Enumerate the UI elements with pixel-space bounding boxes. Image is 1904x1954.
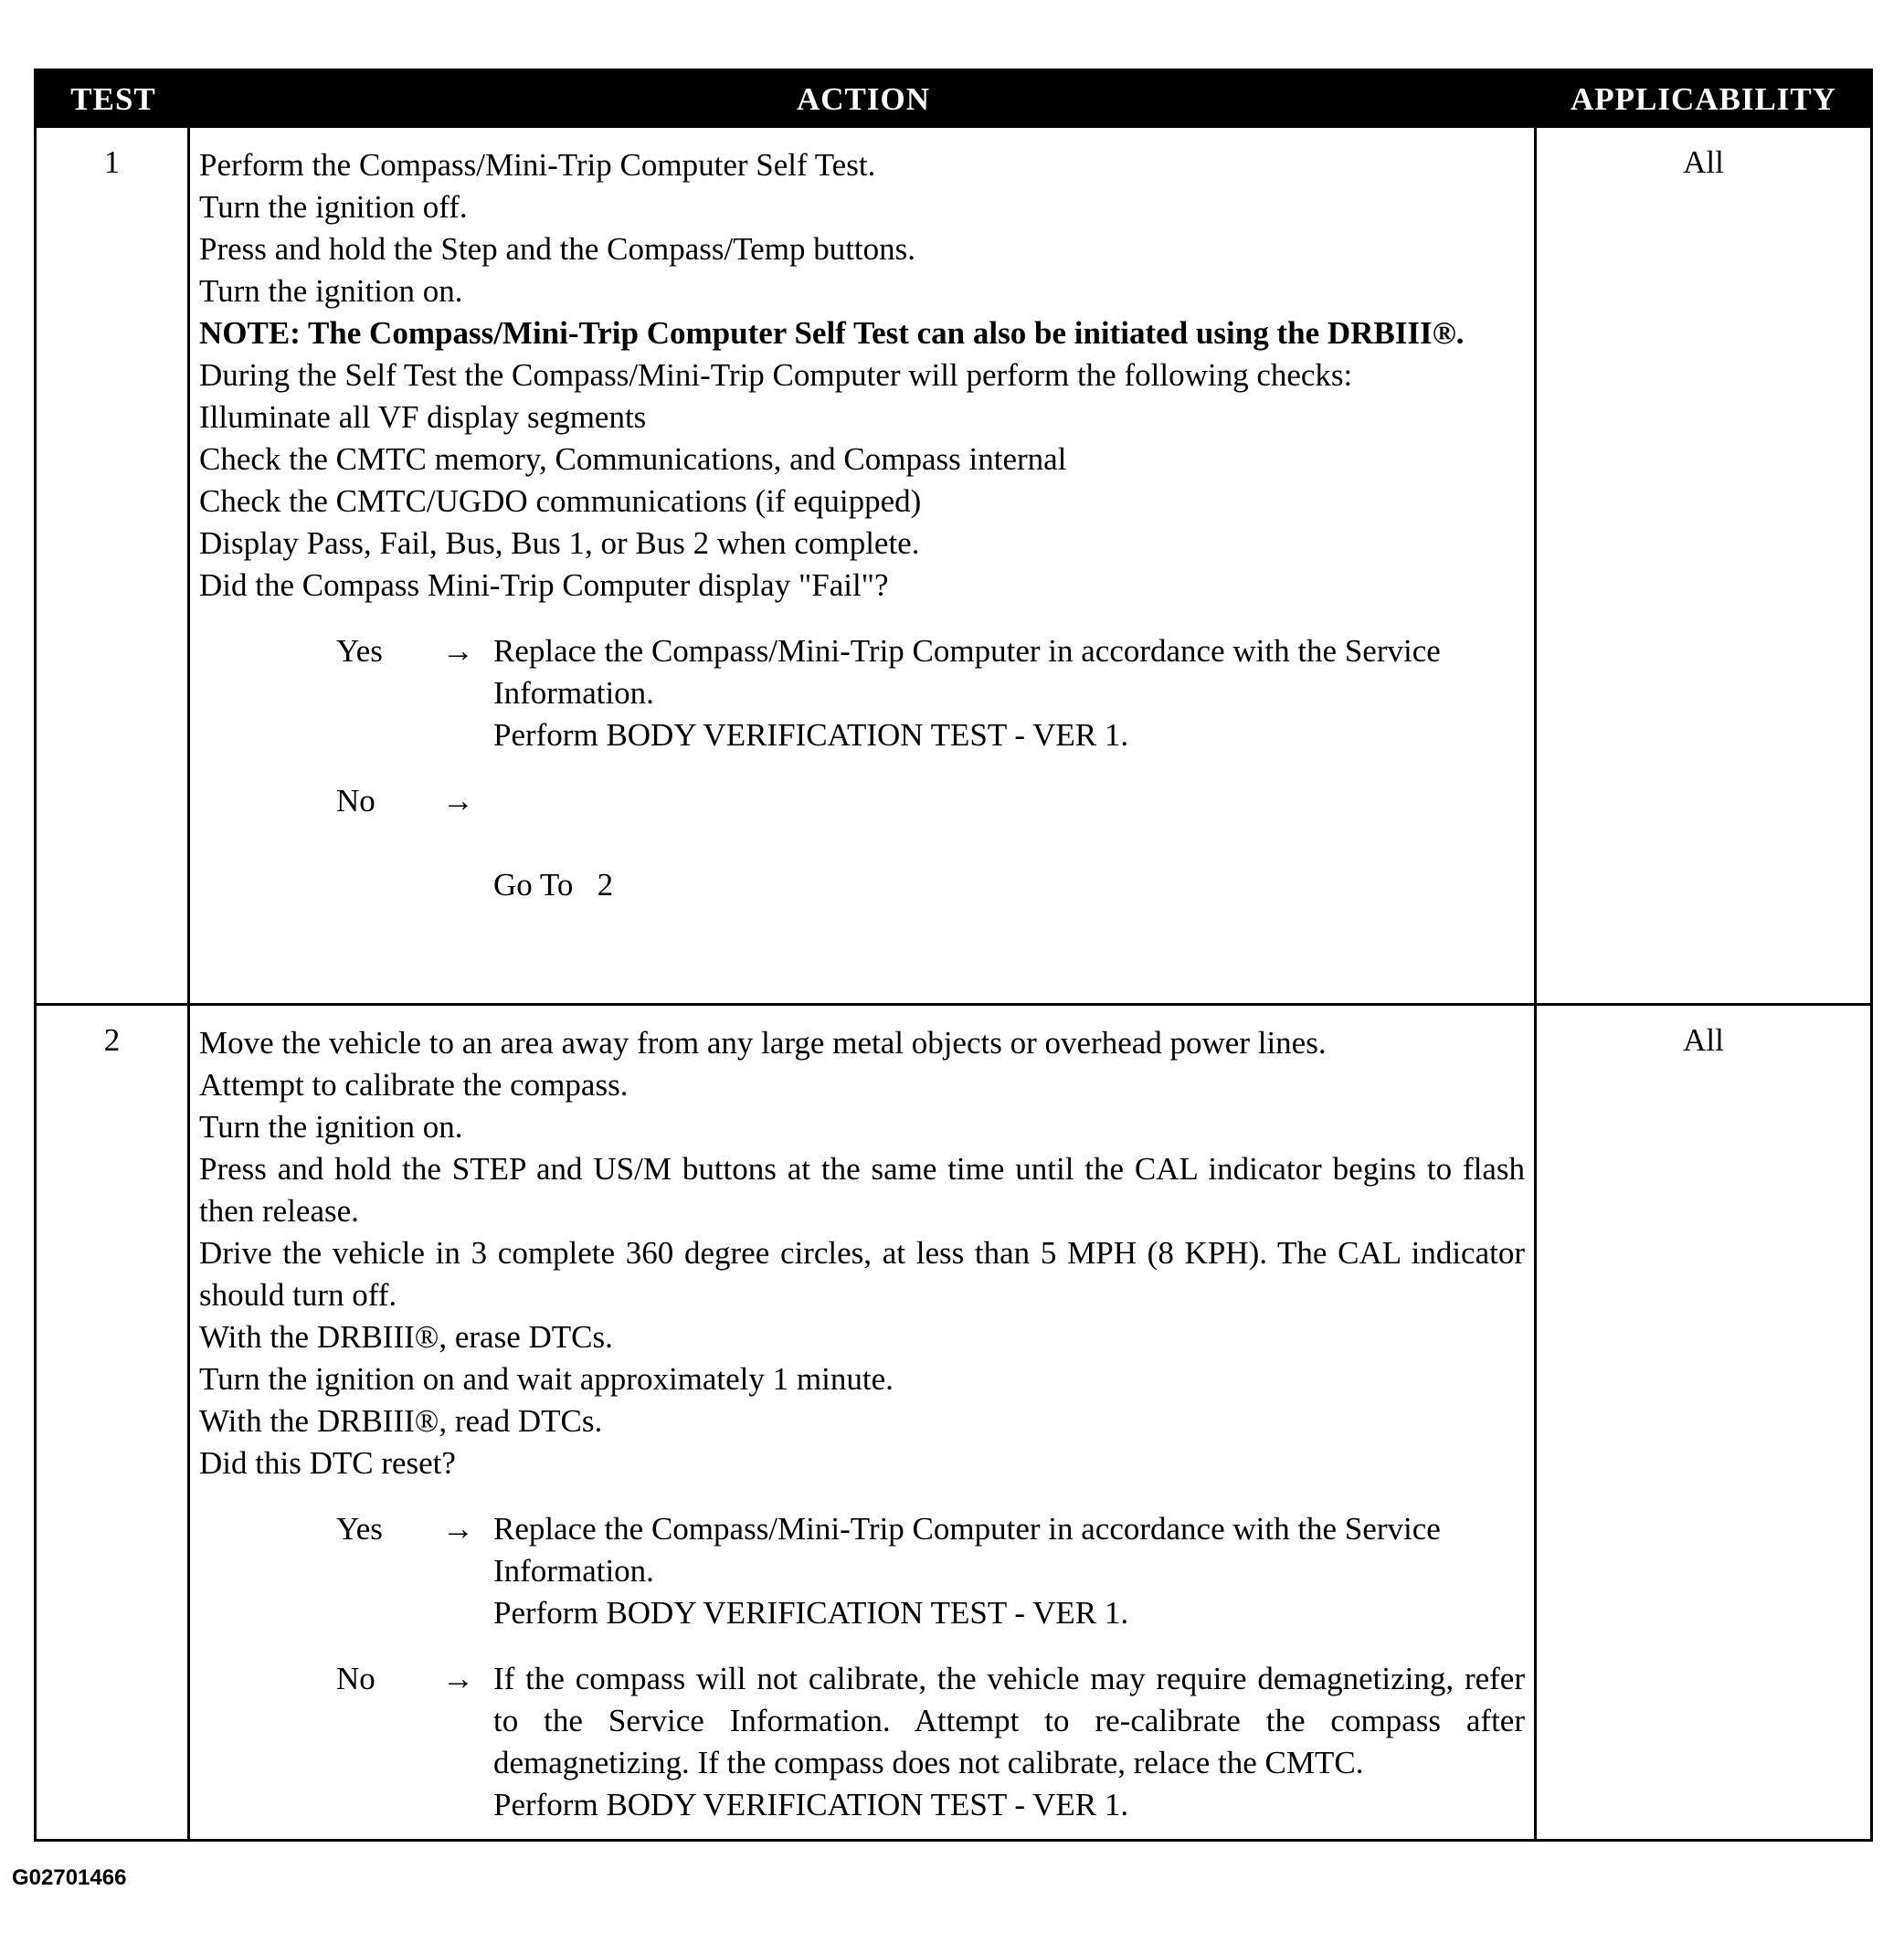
- result-line: Perform BODY VERIFICATION TEST - VER 1.: [493, 1787, 1129, 1822]
- result-no-label: No: [336, 783, 376, 819]
- action-line: With the DRBIII®, read DTCs.: [199, 1403, 603, 1439]
- result-yes-text: [493, 1508, 1525, 1634]
- action-line: Turn the ignition on and wait approximately 1 minute.: [199, 1361, 894, 1397]
- applicability-value: All: [1683, 144, 1724, 180]
- right-arrow-icon: →: [442, 633, 474, 669]
- action-line: With the DRBIII®, erase DTCs.: [199, 1319, 613, 1355]
- diagnostic-test-table: [34, 69, 1873, 1842]
- right-arrow-icon: →: [442, 783, 474, 819]
- result-yes-text: [493, 630, 1525, 756]
- applicability-value: All: [1683, 1022, 1724, 1058]
- result-no-label: No: [336, 1661, 376, 1696]
- action-line: Turn the ignition on.: [199, 273, 463, 309]
- action-line: Did this DTC reset?: [199, 1445, 456, 1481]
- result-yes: [336, 1508, 1525, 1634]
- result-yes-label: Yes: [336, 633, 383, 669]
- action-line: Did the Compass Mini-Trip Computer display "Fail"?: [199, 567, 889, 603]
- result-line: Replace the Compass/Mini-Trip Computer in accordance with the Service Information.: [493, 633, 1441, 711]
- action-line: Illuminate all VF display segments: [199, 399, 647, 435]
- result-no-text: [493, 780, 1525, 990]
- action-line: Turn the ignition on.: [199, 1109, 463, 1145]
- action-line: Move the vehicle to an area away from any large metal objects or overhead power lines.: [199, 1025, 1327, 1061]
- action-line: Attempt to calibrate the compass.: [199, 1067, 629, 1103]
- result-no: [336, 780, 1525, 990]
- action-line: Drive the vehicle in 3 complete 360 degree circles, at less than 5 MPH (8 KPH). The CAL indicator should turn off.: [199, 1235, 1525, 1313]
- action-line: Check the CMTC memory, Communications, and Compass internal: [199, 441, 1067, 477]
- note-text: NOTE: The Compass/Mini-Trip Computer Self Test can also be initiated using the DRBIII®.: [199, 315, 1465, 351]
- result-yes: [336, 630, 1525, 756]
- action-line: Check the CMTC/UGDO communications (if equipped): [199, 483, 922, 519]
- test-number: 2: [37, 1006, 190, 1839]
- action-line: Press and hold the Step and the Compass/Temp buttons.: [199, 231, 916, 267]
- header-action: ACTION: [796, 81, 931, 117]
- table-row: [37, 1003, 1870, 1839]
- result-no-text: [493, 1658, 1525, 1826]
- result-line: Perform BODY VERIFICATION TEST - VER 1.: [493, 1595, 1129, 1631]
- result-no: [336, 1658, 1525, 1826]
- result-line: If the compass will not calibrate, the vehicle may require demagnetizing, refer to the Service Information. Attempt to re-calibrate the compass after demagnetizing. If the compass does not calibrate, relace the CMTC.: [493, 1661, 1525, 1780]
- result-line: Perform BODY VERIFICATION TEST - VER 1.: [493, 717, 1129, 753]
- action-line: Press and hold the STEP and US/M buttons at the same time until the CAL indicator begins to flash then release.: [199, 1151, 1525, 1229]
- result-line: Replace the Compass/Mini-Trip Computer in accordance with the Service Information.: [493, 1511, 1441, 1589]
- test-number: 1: [37, 128, 190, 1003]
- result-line: Go To 2: [493, 867, 614, 903]
- action-cell: [190, 128, 1537, 1003]
- action-line: Perform the Compass/Mini-Trip Computer Self Test.: [199, 147, 876, 183]
- right-arrow-icon: →: [442, 1511, 474, 1547]
- header-applicability: APPLICABILITY: [1570, 81, 1837, 117]
- table-header: [37, 71, 1870, 128]
- figure-code: G02701466: [12, 1865, 127, 1890]
- result-yes-label: Yes: [336, 1511, 383, 1547]
- action-line: Turn the ignition off.: [199, 189, 468, 225]
- action-cell: [190, 1006, 1537, 1839]
- table-row: [37, 128, 1870, 1003]
- header-test: TEST: [70, 81, 156, 117]
- right-arrow-icon: →: [442, 1661, 474, 1696]
- action-line: During the Self Test the Compass/Mini-Trip Computer will perform the following checks:: [199, 357, 1353, 393]
- action-line: Display Pass, Fail, Bus, Bus 1, or Bus 2 when complete.: [199, 525, 920, 561]
